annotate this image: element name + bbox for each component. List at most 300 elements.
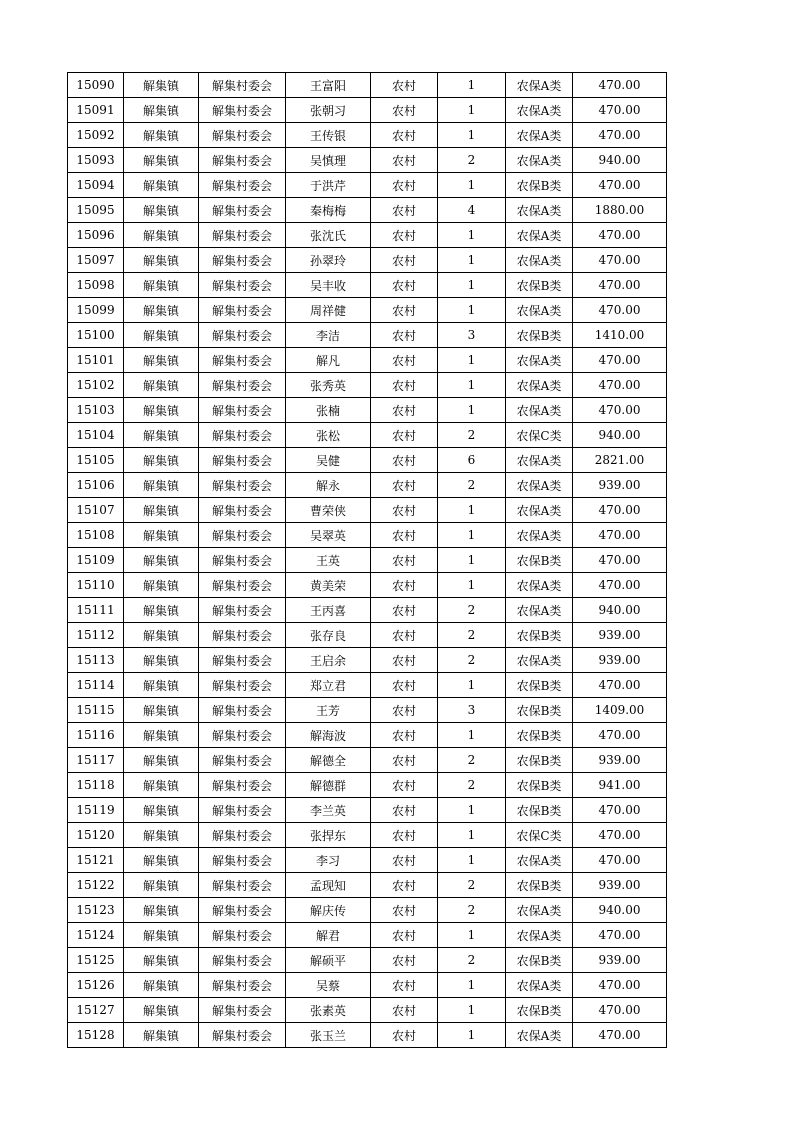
document-page	[67, 72, 667, 1048]
serial-number-cell: 15122	[68, 873, 124, 898]
table-row	[68, 598, 667, 623]
village-committee-cell: 解集村委会	[199, 923, 286, 948]
table-row	[68, 998, 667, 1023]
table-row	[68, 223, 667, 248]
table-row	[68, 448, 667, 473]
category-cell: 农保B类	[506, 798, 573, 823]
name-cell: 李习	[286, 848, 371, 873]
household-count-cell: 1	[438, 248, 506, 273]
household-count-cell: 1	[438, 673, 506, 698]
town-cell: 解集镇	[124, 948, 199, 973]
category-cell: 农保A类	[506, 473, 573, 498]
village-committee-cell: 解集村委会	[199, 848, 286, 873]
household-count-cell: 4	[438, 198, 506, 223]
area-type-cell: 农村	[371, 798, 438, 823]
village-committee-cell: 解集村委会	[199, 973, 286, 998]
area-type-cell: 农村	[371, 498, 438, 523]
category-cell: 农保A类	[506, 498, 573, 523]
category-cell: 农保A类	[506, 148, 573, 173]
household-count-cell: 2	[438, 623, 506, 648]
village-committee-cell: 解集村委会	[199, 373, 286, 398]
area-type-cell: 农村	[371, 848, 438, 873]
town-cell: 解集镇	[124, 673, 199, 698]
table-row	[68, 248, 667, 273]
town-cell: 解集镇	[124, 348, 199, 373]
amount-cell: 470.00	[573, 173, 667, 198]
village-committee-cell: 解集村委会	[199, 323, 286, 348]
household-count-cell: 1	[438, 73, 506, 98]
amount-cell: 939.00	[573, 623, 667, 648]
table-row	[68, 498, 667, 523]
serial-number-cell: 15114	[68, 673, 124, 698]
category-cell: 农保A类	[506, 373, 573, 398]
amount-cell: 470.00	[573, 348, 667, 373]
table-row	[68, 298, 667, 323]
serial-number-cell: 15125	[68, 948, 124, 973]
village-committee-cell: 解集村委会	[199, 123, 286, 148]
household-count-cell: 2	[438, 473, 506, 498]
name-cell: 张松	[286, 423, 371, 448]
area-type-cell: 农村	[371, 773, 438, 798]
town-cell: 解集镇	[124, 748, 199, 773]
category-cell: 农保A类	[506, 348, 573, 373]
name-cell: 于洪芹	[286, 173, 371, 198]
area-type-cell: 农村	[371, 748, 438, 773]
category-cell: 农保A类	[506, 298, 573, 323]
household-count-cell: 1	[438, 548, 506, 573]
area-type-cell: 农村	[371, 73, 438, 98]
town-cell: 解集镇	[124, 973, 199, 998]
village-committee-cell: 解集村委会	[199, 1023, 286, 1048]
table-row	[68, 748, 667, 773]
name-cell: 吴翠英	[286, 523, 371, 548]
serial-number-cell: 15117	[68, 748, 124, 773]
area-type-cell: 农村	[371, 523, 438, 548]
serial-number-cell: 15110	[68, 573, 124, 598]
table-row	[68, 1023, 667, 1048]
area-type-cell: 农村	[371, 123, 438, 148]
name-cell: 张捍东	[286, 823, 371, 848]
category-cell: 农保B类	[506, 273, 573, 298]
village-committee-cell: 解集村委会	[199, 523, 286, 548]
table-row	[68, 723, 667, 748]
amount-cell: 2821.00	[573, 448, 667, 473]
village-committee-cell: 解集村委会	[199, 473, 286, 498]
table-row	[68, 573, 667, 598]
category-cell: 农保A类	[506, 598, 573, 623]
town-cell: 解集镇	[124, 798, 199, 823]
name-cell: 黄美荣	[286, 573, 371, 598]
area-type-cell: 农村	[371, 823, 438, 848]
household-count-cell: 1	[438, 1023, 506, 1048]
category-cell: 农保B类	[506, 873, 573, 898]
area-type-cell: 农村	[371, 323, 438, 348]
town-cell: 解集镇	[124, 898, 199, 923]
category-cell: 农保A类	[506, 248, 573, 273]
category-cell: 农保B类	[506, 323, 573, 348]
area-type-cell: 农村	[371, 698, 438, 723]
amount-cell: 470.00	[573, 498, 667, 523]
amount-cell: 1409.00	[573, 698, 667, 723]
town-cell: 解集镇	[124, 248, 199, 273]
village-committee-cell: 解集村委会	[199, 248, 286, 273]
table-row	[68, 73, 667, 98]
table-row	[68, 923, 667, 948]
household-count-cell: 2	[438, 648, 506, 673]
town-cell: 解集镇	[124, 723, 199, 748]
village-committee-cell: 解集村委会	[199, 748, 286, 773]
area-type-cell: 农村	[371, 973, 438, 998]
amount-cell: 1880.00	[573, 198, 667, 223]
name-cell: 王传银	[286, 123, 371, 148]
area-type-cell: 农村	[371, 598, 438, 623]
table-row	[68, 398, 667, 423]
household-count-cell: 1	[438, 848, 506, 873]
serial-number-cell: 15116	[68, 723, 124, 748]
village-committee-cell: 解集村委会	[199, 173, 286, 198]
serial-number-cell: 15113	[68, 648, 124, 673]
amount-cell: 940.00	[573, 898, 667, 923]
area-type-cell: 农村	[371, 373, 438, 398]
area-type-cell: 农村	[371, 398, 438, 423]
town-cell: 解集镇	[124, 398, 199, 423]
village-committee-cell: 解集村委会	[199, 98, 286, 123]
area-type-cell: 农村	[371, 248, 438, 273]
household-count-cell: 2	[438, 873, 506, 898]
serial-number-cell: 15121	[68, 848, 124, 873]
serial-number-cell: 15127	[68, 998, 124, 1023]
town-cell: 解集镇	[124, 123, 199, 148]
village-committee-cell: 解集村委会	[199, 148, 286, 173]
table-row	[68, 773, 667, 798]
area-type-cell: 农村	[371, 723, 438, 748]
village-committee-cell: 解集村委会	[199, 398, 286, 423]
amount-cell: 470.00	[573, 573, 667, 598]
household-count-cell: 1	[438, 523, 506, 548]
table-row	[68, 173, 667, 198]
name-cell: 王启余	[286, 648, 371, 673]
amount-cell: 940.00	[573, 598, 667, 623]
serial-number-cell: 15107	[68, 498, 124, 523]
category-cell: 农保A类	[506, 123, 573, 148]
table-row	[68, 123, 667, 148]
area-type-cell: 农村	[371, 223, 438, 248]
area-type-cell: 农村	[371, 473, 438, 498]
serial-number-cell: 15118	[68, 773, 124, 798]
area-type-cell: 农村	[371, 623, 438, 648]
area-type-cell: 农村	[371, 673, 438, 698]
town-cell: 解集镇	[124, 473, 199, 498]
town-cell: 解集镇	[124, 223, 199, 248]
household-count-cell: 2	[438, 748, 506, 773]
village-committee-cell: 解集村委会	[199, 548, 286, 573]
town-cell: 解集镇	[124, 1023, 199, 1048]
amount-cell: 941.00	[573, 773, 667, 798]
town-cell: 解集镇	[124, 998, 199, 1023]
serial-number-cell: 15093	[68, 148, 124, 173]
category-cell: 农保B类	[506, 698, 573, 723]
household-count-cell: 1	[438, 823, 506, 848]
serial-number-cell: 15126	[68, 973, 124, 998]
table-row	[68, 98, 667, 123]
category-cell: 农保B类	[506, 948, 573, 973]
name-cell: 解君	[286, 923, 371, 948]
amount-cell: 470.00	[573, 798, 667, 823]
table-row	[68, 373, 667, 398]
town-cell: 解集镇	[124, 323, 199, 348]
serial-number-cell: 15106	[68, 473, 124, 498]
name-cell: 张素英	[286, 998, 371, 1023]
name-cell: 解硕平	[286, 948, 371, 973]
serial-number-cell: 15120	[68, 823, 124, 848]
household-count-cell: 1	[438, 573, 506, 598]
area-type-cell: 农村	[371, 423, 438, 448]
household-count-cell: 1	[438, 173, 506, 198]
serial-number-cell: 15091	[68, 98, 124, 123]
town-cell: 解集镇	[124, 623, 199, 648]
category-cell: 农保A类	[506, 398, 573, 423]
amount-cell: 470.00	[573, 1023, 667, 1048]
serial-number-cell: 15102	[68, 373, 124, 398]
village-committee-cell: 解集村委会	[199, 198, 286, 223]
name-cell: 解德群	[286, 773, 371, 798]
serial-number-cell: 15111	[68, 598, 124, 623]
area-type-cell: 农村	[371, 298, 438, 323]
name-cell: 王英	[286, 548, 371, 573]
table-row	[68, 898, 667, 923]
table-row	[68, 798, 667, 823]
serial-number-cell: 15097	[68, 248, 124, 273]
table-row	[68, 348, 667, 373]
table-row	[68, 148, 667, 173]
town-cell: 解集镇	[124, 923, 199, 948]
village-committee-cell: 解集村委会	[199, 948, 286, 973]
area-type-cell: 农村	[371, 148, 438, 173]
household-count-cell: 1	[438, 223, 506, 248]
village-committee-cell: 解集村委会	[199, 798, 286, 823]
town-cell: 解集镇	[124, 573, 199, 598]
household-count-cell: 1	[438, 973, 506, 998]
name-cell: 曹荣侠	[286, 498, 371, 523]
amount-cell: 470.00	[573, 273, 667, 298]
name-cell: 吴慎理	[286, 148, 371, 173]
amount-cell: 470.00	[573, 823, 667, 848]
area-type-cell: 农村	[371, 173, 438, 198]
town-cell: 解集镇	[124, 498, 199, 523]
area-type-cell: 农村	[371, 98, 438, 123]
category-cell: 农保C类	[506, 423, 573, 448]
amount-cell: 1410.00	[573, 323, 667, 348]
town-cell: 解集镇	[124, 298, 199, 323]
category-cell: 农保A类	[506, 448, 573, 473]
name-cell: 解庆传	[286, 898, 371, 923]
name-cell: 解凡	[286, 348, 371, 373]
table-row	[68, 873, 667, 898]
amount-cell: 939.00	[573, 748, 667, 773]
table-row	[68, 673, 667, 698]
amount-cell: 470.00	[573, 223, 667, 248]
household-count-cell: 2	[438, 423, 506, 448]
name-cell: 张玉兰	[286, 1023, 371, 1048]
town-cell: 解集镇	[124, 273, 199, 298]
village-committee-cell: 解集村委会	[199, 223, 286, 248]
town-cell: 解集镇	[124, 98, 199, 123]
village-committee-cell: 解集村委会	[199, 823, 286, 848]
table-row	[68, 823, 667, 848]
area-type-cell: 农村	[371, 948, 438, 973]
serial-number-cell: 15098	[68, 273, 124, 298]
town-cell: 解集镇	[124, 373, 199, 398]
name-cell: 解德全	[286, 748, 371, 773]
category-cell: 农保A类	[506, 1023, 573, 1048]
category-cell: 农保C类	[506, 823, 573, 848]
table-row	[68, 548, 667, 573]
category-cell: 农保A类	[506, 198, 573, 223]
town-cell: 解集镇	[124, 423, 199, 448]
serial-number-cell: 15105	[68, 448, 124, 473]
town-cell: 解集镇	[124, 773, 199, 798]
area-type-cell: 农村	[371, 648, 438, 673]
name-cell: 王丙喜	[286, 598, 371, 623]
category-cell: 农保B类	[506, 998, 573, 1023]
table-body	[68, 73, 667, 1048]
amount-cell: 470.00	[573, 248, 667, 273]
category-cell: 农保B类	[506, 723, 573, 748]
table-row	[68, 973, 667, 998]
village-committee-cell: 解集村委会	[199, 723, 286, 748]
serial-number-cell: 15103	[68, 398, 124, 423]
household-count-cell: 2	[438, 148, 506, 173]
town-cell: 解集镇	[124, 73, 199, 98]
table-row	[68, 273, 667, 298]
data-table	[67, 72, 667, 1048]
table-row	[68, 623, 667, 648]
household-count-cell: 1	[438, 723, 506, 748]
name-cell: 周祥健	[286, 298, 371, 323]
name-cell: 张楠	[286, 398, 371, 423]
serial-number-cell: 15096	[68, 223, 124, 248]
village-committee-cell: 解集村委会	[199, 423, 286, 448]
name-cell: 李兰英	[286, 798, 371, 823]
category-cell: 农保B类	[506, 173, 573, 198]
name-cell: 张沈氏	[286, 223, 371, 248]
household-count-cell: 2	[438, 898, 506, 923]
amount-cell: 470.00	[573, 523, 667, 548]
household-count-cell: 1	[438, 123, 506, 148]
village-committee-cell: 解集村委会	[199, 873, 286, 898]
category-cell: 农保B类	[506, 773, 573, 798]
village-committee-cell: 解集村委会	[199, 298, 286, 323]
serial-number-cell: 15124	[68, 923, 124, 948]
village-committee-cell: 解集村委会	[199, 598, 286, 623]
household-count-cell: 1	[438, 373, 506, 398]
town-cell: 解集镇	[124, 173, 199, 198]
name-cell: 王富阳	[286, 73, 371, 98]
village-committee-cell: 解集村委会	[199, 273, 286, 298]
category-cell: 农保A类	[506, 923, 573, 948]
name-cell: 吴丰收	[286, 273, 371, 298]
serial-number-cell: 15115	[68, 698, 124, 723]
town-cell: 解集镇	[124, 198, 199, 223]
town-cell: 解集镇	[124, 548, 199, 573]
amount-cell: 940.00	[573, 148, 667, 173]
area-type-cell: 农村	[371, 573, 438, 598]
amount-cell: 470.00	[573, 848, 667, 873]
table-row	[68, 323, 667, 348]
area-type-cell: 农村	[371, 998, 438, 1023]
table-row	[68, 423, 667, 448]
village-committee-cell: 解集村委会	[199, 623, 286, 648]
serial-number-cell: 15092	[68, 123, 124, 148]
household-count-cell: 1	[438, 998, 506, 1023]
serial-number-cell: 15099	[68, 298, 124, 323]
table-row	[68, 698, 667, 723]
household-count-cell: 2	[438, 773, 506, 798]
area-type-cell: 农村	[371, 198, 438, 223]
village-committee-cell: 解集村委会	[199, 573, 286, 598]
town-cell: 解集镇	[124, 148, 199, 173]
name-cell: 孙翠玲	[286, 248, 371, 273]
category-cell: 农保B类	[506, 748, 573, 773]
household-count-cell: 1	[438, 498, 506, 523]
category-cell: 农保A类	[506, 973, 573, 998]
name-cell: 郑立君	[286, 673, 371, 698]
household-count-cell: 1	[438, 923, 506, 948]
household-count-cell: 6	[438, 448, 506, 473]
table-row	[68, 198, 667, 223]
town-cell: 解集镇	[124, 698, 199, 723]
area-type-cell: 农村	[371, 273, 438, 298]
village-committee-cell: 解集村委会	[199, 648, 286, 673]
serial-number-cell: 15112	[68, 623, 124, 648]
serial-number-cell: 15128	[68, 1023, 124, 1048]
category-cell: 农保B类	[506, 548, 573, 573]
area-type-cell: 农村	[371, 348, 438, 373]
category-cell: 农保A类	[506, 523, 573, 548]
amount-cell: 939.00	[573, 648, 667, 673]
table-row	[68, 648, 667, 673]
amount-cell: 470.00	[573, 298, 667, 323]
table-row	[68, 523, 667, 548]
village-committee-cell: 解集村委会	[199, 773, 286, 798]
category-cell: 农保A类	[506, 898, 573, 923]
area-type-cell: 农村	[371, 873, 438, 898]
amount-cell: 470.00	[573, 373, 667, 398]
name-cell: 秦梅梅	[286, 198, 371, 223]
village-committee-cell: 解集村委会	[199, 698, 286, 723]
amount-cell: 470.00	[573, 973, 667, 998]
table-row	[68, 473, 667, 498]
town-cell: 解集镇	[124, 648, 199, 673]
name-cell: 解海波	[286, 723, 371, 748]
name-cell: 张秀英	[286, 373, 371, 398]
area-type-cell: 农村	[371, 898, 438, 923]
household-count-cell: 2	[438, 948, 506, 973]
category-cell: 农保B类	[506, 673, 573, 698]
name-cell: 王芳	[286, 698, 371, 723]
household-count-cell: 2	[438, 598, 506, 623]
serial-number-cell: 15094	[68, 173, 124, 198]
village-committee-cell: 解集村委会	[199, 673, 286, 698]
household-count-cell: 1	[438, 273, 506, 298]
amount-cell: 940.00	[573, 423, 667, 448]
amount-cell: 470.00	[573, 723, 667, 748]
table-row	[68, 948, 667, 973]
household-count-cell: 3	[438, 323, 506, 348]
amount-cell: 470.00	[573, 123, 667, 148]
area-type-cell: 农村	[371, 448, 438, 473]
serial-number-cell: 15108	[68, 523, 124, 548]
